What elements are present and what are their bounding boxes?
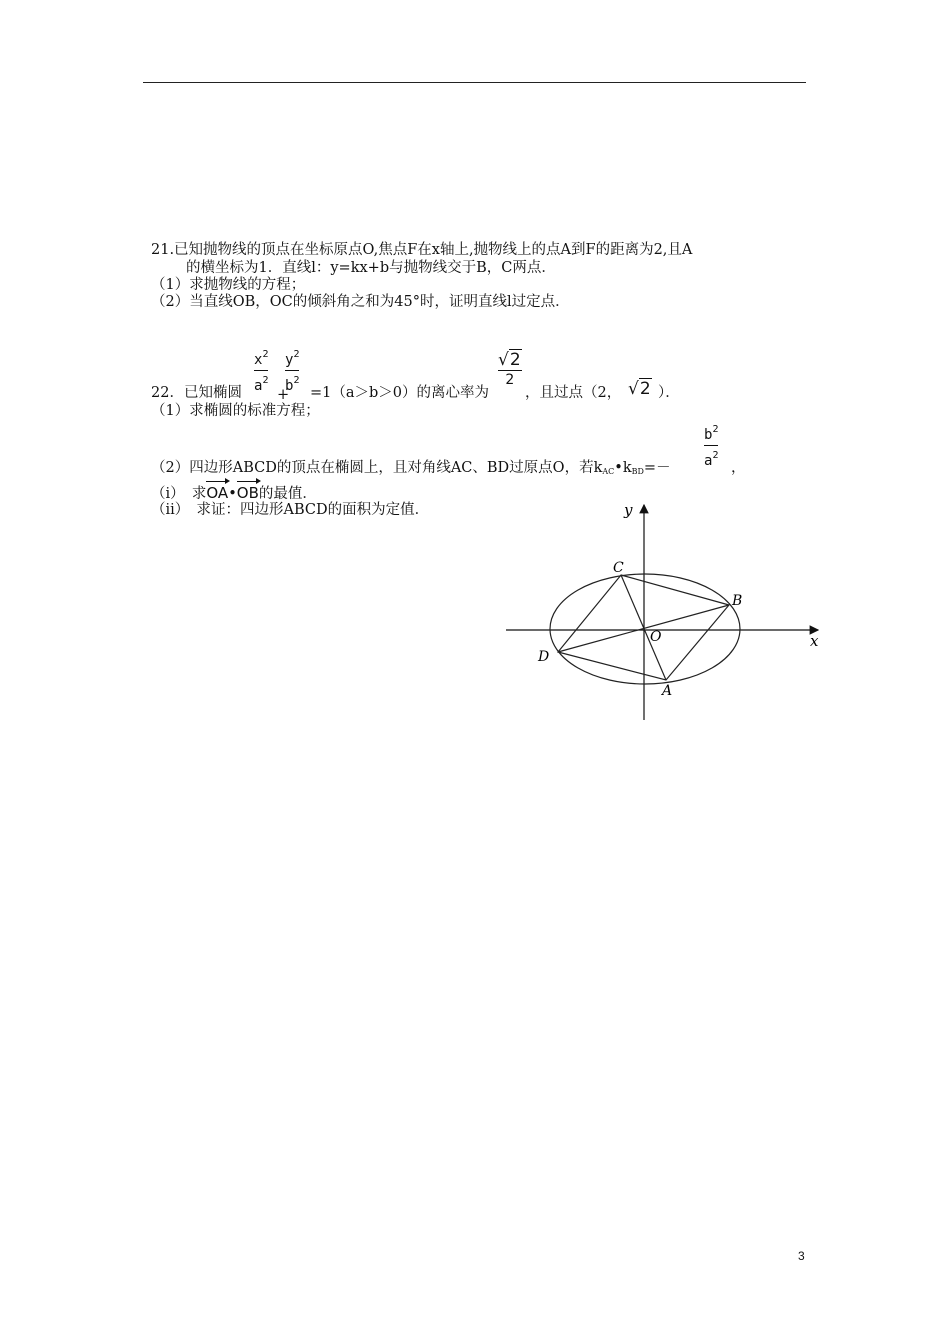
exp: 2 bbox=[293, 349, 300, 360]
point-sqrt: √2 bbox=[628, 379, 651, 399]
eccentricity-fraction: √2 2 bbox=[498, 350, 521, 388]
label-y: y bbox=[624, 501, 633, 519]
q22-point-close: ）． bbox=[658, 385, 680, 401]
q22-comma: ， bbox=[731, 460, 746, 476]
label-o: O bbox=[650, 629, 662, 645]
plus-sign: + bbox=[277, 387, 290, 403]
frac2-numerator: y bbox=[285, 352, 294, 368]
eq-neg: =－ bbox=[643, 460, 671, 476]
q22-part1: （1）求椭圆的标准方程； bbox=[151, 403, 320, 419]
label-d: D bbox=[538, 649, 550, 665]
q21-line1: 21.已知抛物线的顶点在坐标原点O,焦点F在x轴上,抛物线上的点A到F的距离为2,且A bbox=[151, 242, 693, 258]
ecc-denominator: 2 bbox=[505, 372, 515, 388]
header-rule bbox=[143, 82, 806, 83]
part-i-suffix: 的最值． bbox=[258, 486, 317, 502]
fraction-y2-over-b2 bbox=[285, 346, 299, 395]
label-x: x bbox=[810, 632, 819, 650]
ellipse bbox=[550, 574, 743, 684]
dot-product: • bbox=[228, 486, 237, 502]
q22-point-text: ，且过点（2， bbox=[525, 385, 622, 401]
q22-part-ii: （ii） 求证：四边形ABCD的面积为定值． bbox=[151, 502, 430, 518]
ecc-radicand: 2 bbox=[509, 350, 521, 370]
subscript-ac: AC bbox=[602, 467, 615, 476]
point-radicand: 2 bbox=[639, 379, 651, 399]
frac1-numerator: x bbox=[254, 352, 263, 368]
exp: 2 bbox=[712, 450, 719, 461]
q21-part2: （2）当直线OB，OC的倾斜角之和为45°时，证明直线l过定点． bbox=[151, 294, 570, 310]
slope-denominator: a bbox=[704, 453, 713, 469]
frac1-denominator: a bbox=[254, 378, 263, 394]
dot-k: •k bbox=[614, 460, 632, 476]
exp: 2 bbox=[712, 424, 719, 435]
fraction-b2-over-a2 bbox=[704, 421, 718, 470]
exp: 2 bbox=[262, 375, 269, 386]
vector-ob: OB bbox=[236, 484, 259, 502]
page-number: 3 bbox=[798, 1249, 805, 1263]
part-i-prefix: （i） 求 bbox=[151, 486, 207, 502]
slope-numerator: b bbox=[704, 427, 713, 443]
q22-intro-prefix: 22．已知椭圆 bbox=[151, 385, 242, 401]
label-c: C bbox=[613, 560, 624, 576]
label-b: B bbox=[732, 593, 743, 609]
exp: 2 bbox=[293, 375, 300, 386]
vector-oa: OA bbox=[206, 484, 229, 502]
ellipse-figure bbox=[500, 495, 830, 730]
part2-prefix: （2）四边形ABCD的顶点在椭圆上，且对角线AC、BD过原点O，若k bbox=[151, 460, 603, 476]
subscript-bd: BD bbox=[631, 467, 644, 476]
q21-line2: 的横坐标为1．直线l：y=kx+b与抛物线交于B，C两点． bbox=[186, 260, 556, 276]
frac2-denominator: b bbox=[285, 378, 294, 394]
exp: 2 bbox=[262, 349, 269, 360]
label-a: A bbox=[662, 683, 673, 699]
fraction-x2-over-a2 bbox=[254, 346, 268, 395]
q21-part1: （1）求抛物线的方程； bbox=[151, 277, 306, 293]
q22-eq-text: =1（a＞b＞0）的离心率为 bbox=[310, 385, 490, 401]
